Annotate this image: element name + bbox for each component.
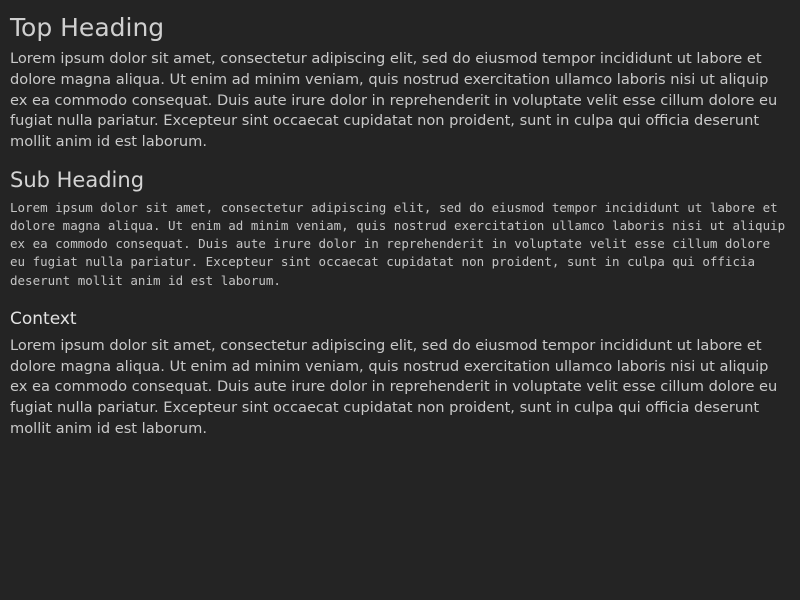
page-bottom-space xyxy=(10,439,786,600)
context-heading: Context xyxy=(10,308,77,329)
top-heading: Top Heading xyxy=(10,13,165,42)
top-paragraph: Lorem ipsum dolor sit amet, consectetur adipiscing elit, sed do eiusmod tempor incididunt ut labore et dolore magna aliqua. Ut enim ad minim veniam, quis nostrud exercitation ullamco laboris nisi ut aliquip ex ea commodo consequat. Duis aute irure dolor in reprehenderit in voluptate velit esse cillum dolore eu fugiat nulla pariatur. Excepteur sint occaecat cupidatat non proident, sunt in culpa qui officia deserunt mollit anim id est laborum. xyxy=(10,50,778,151)
sub-heading: Sub Heading xyxy=(10,167,145,192)
sub-paragraph: Lorem ipsum dolor sit amet, consectetur adipiscing elit, sed do eiusmod tempor incididunt ut labore et dolore magna aliqua. Ut enim ad minim veniam, quis nostrud exercitation ullamco laboris nisi ut aliquip ex ea commodo consequat. Duis aute irure dolor in reprehenderit in voluptate velit esse cillum dolore eu fugiat nulla pariatur. Excepteur sint occaecat cupidatat non proident, sunt in culpa qui officia deserunt mollit anim id est laborum. xyxy=(10,200,786,288)
context-paragraph: Lorem ipsum dolor sit amet, consectetur adipiscing elit, sed do eiusmod tempor incididunt ut labore et dolore magna aliqua. Ut enim ad minim veniam, quis nostrud exercitation ullamco laboris nisi ut aliquip ex ea commodo consequat. Duis aute irure dolor in reprehenderit in voluptate velit esse cillum dolore eu fugiat nulla pariatur. Excepteur sint occaecat cupidatat non proident, sunt in culpa qui officia deserunt mollit anim id est laborum. xyxy=(10,336,778,437)
